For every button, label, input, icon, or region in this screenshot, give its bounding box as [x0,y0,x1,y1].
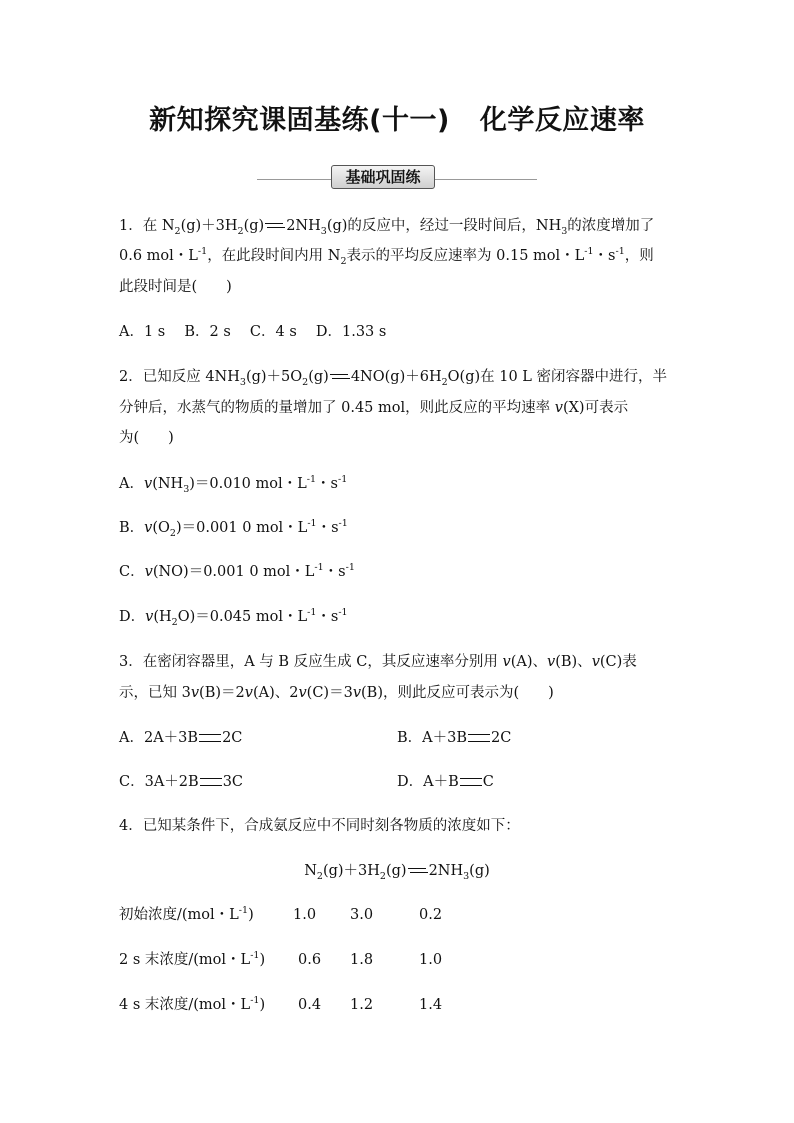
q2-option-d: D．$v(H_2O)=0.045$ mol・$L^{-1}$・$s^{-1}$ [119,607,348,628]
equals-arrow-icon [460,778,482,786]
section-badge: 基础巩固练 [331,165,435,189]
q1-line-2: 0.6 mol・$L^{-1}$，在此段时间内用 $N_2$表示的平均反应速率为 0.15 mol・$L^{-1}$・$s^{-1}$，则 [119,246,654,267]
divider-left [257,179,331,180]
row-label: 2 s 末浓度/(mol・$L^{-1}$) [119,950,266,968]
equals-arrow-icon [200,778,222,786]
q3-line-2: 示，已知 3v(B)＝2v(A)、2v(C)＝3v(B)，则此反应可表示为( ) [119,685,554,701]
nh3-value: 0.2 [419,907,443,923]
q2-option-b: B．$v(O_2)=0.001$ 0 mol・$L^{-1}$・$s^{-1}$ [119,518,348,539]
row-label: 4 s 末浓度/(mol・$L^{-1}$) [119,995,266,1013]
n2-value: 0.6 [298,952,322,968]
h2-value: 1.2 [350,997,374,1013]
row-label: 初始浓度/(mol・$L^{-1}$) [119,905,254,923]
q2-line-1: 2．已知反应 $4NH_3(g)+5O_2(g)$ $4NO(g)+6H_2O(g)$在 10 L 密闭容器中进行，半 [119,369,668,388]
h2-value: 1.8 [350,952,374,968]
h2-value: 3.0 [350,907,374,923]
equilibrium-arrow-icon [408,865,428,877]
n2-value: 1.0 [293,907,317,923]
equals-arrow-icon [468,734,490,742]
q1-line-3: 此段时间是( ) [119,279,232,295]
equilibrium-arrow-icon [330,371,350,383]
q3-option-c: C．3A＋2B 3C [119,774,244,790]
q4-line-1: 4．已知某条件下，合成氨反应中不同时刻各物质的浓度如下： [119,818,520,834]
q2-option-c: C．v(NO)＝0.001 0 mol・$L^{-1}$・$s^{-1}$ [119,562,355,580]
equilibrium-arrow-icon [265,220,285,232]
nh3-value: 1.0 [419,952,443,968]
q1-options: A．1 s B．2 s C．4 s D．1.33 s [119,324,387,340]
q3-option-d: D．A＋B C [397,774,494,790]
divider-right [435,179,537,180]
n2-value: 0.4 [298,997,322,1013]
page-title: 新知探究课固基练(十一) 化学反应速率 [149,105,645,136]
q3-option-a: A．2A＋3B 2C [119,730,243,746]
q4-equation: $N_2(g)+3H_2(g)$ $2NH_3(g)$ [304,863,490,882]
q1-line-1: 1．在 $N_2(g)+3H_2(g)$ $2NH_3(g)$的反应中，经过一段时间后，$NH_3$的浓度增加了 [119,218,655,237]
q2-line-2: 分钟后，水蒸气的物质的量增加了 0.45 mol，则此反应的平均速率 v(X)可表示 [119,400,629,416]
q2-option-a: A．$v(NH_3)=0.010$ mol・$L^{-1}$・$s^{-1}$ [119,474,348,495]
q3-line-1: 3．在密闭容器里，A 与 B 反应生成 C，其反应速率分别用 v(A)、v(B)、v(C)表 [119,654,637,670]
nh3-value: 1.4 [419,997,443,1013]
q2-line-3: 为( ) [119,430,174,446]
q3-option-b: B．A＋3B 2C [397,730,512,746]
equals-arrow-icon [199,734,221,742]
